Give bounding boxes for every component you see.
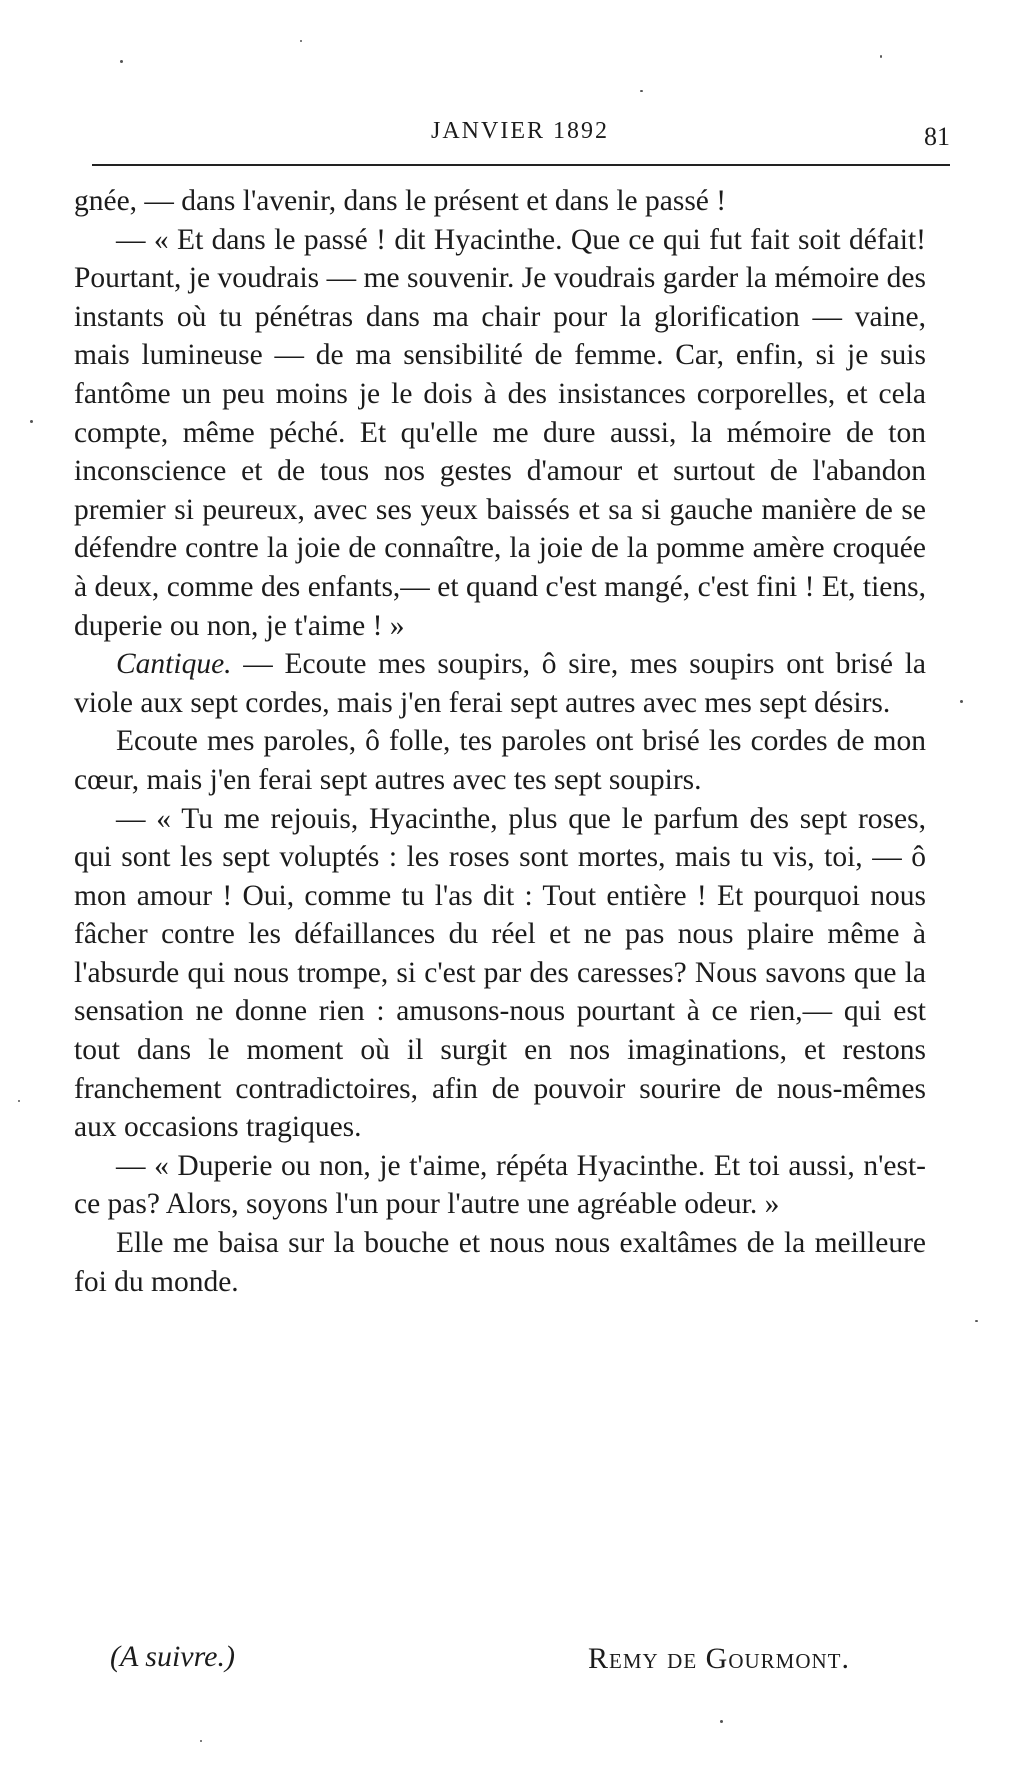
header-rule <box>92 164 950 166</box>
scan-speck <box>300 40 302 42</box>
scan-speck <box>30 420 33 423</box>
paragraph-lead-italic: Cantique. <box>116 648 232 681</box>
paragraph: — « Tu me rejouis, Hyacinthe, plus que le parfum des sept roses, qui sont les sept voluptés : les roses sont mortes, mais tu vis, toi, — ô mon amour ! Oui, comme tu l'as dit : Tout entière ! Et pourquoi nous fâcher contre les défaillances du réel et ne pas nous plaire même à l'absurde qui nous trompe, si c'est par des caresses? Nous savons que la sensation ne donne rien : amusons-nous pourtant à ce rien,— qui est tout dans le moment où il surgit en nos imaginations, et restons franchement contradictoires, afin de pouvoir sourire de nous-mêmes aux occasions tragiques. <box>74 802 926 1144</box>
paragraph <box>74 645 926 722</box>
scan-speck <box>18 1100 20 1102</box>
paragraph: gnée, — dans l'avenir, dans le présent et dans le passé ! <box>74 185 727 217</box>
scan-speck <box>720 1720 723 1723</box>
body-text <box>74 182 926 1301</box>
running-title: JANVIER 1892 <box>431 118 609 144</box>
paragraph: Elle me baisa sur la bouche et nous nous exaltâmes de la meilleure foi du monde. <box>74 1227 926 1298</box>
paragraph: Ecoute mes paroles, ô folle, tes paroles ont brisé les cordes de mon cœur, mais j'en ferai sept autres avec tes sept soupirs. <box>74 725 926 796</box>
page-number: 81 <box>924 122 950 151</box>
scan-speck <box>200 1740 202 1742</box>
signature-line <box>110 1640 850 1684</box>
paragraph: — « Et dans le passé ! dit Hyacinthe. Que ce qui fut fait soit défait! Pourtant, je voudrais — me souvenir. Je voudrais garder la mémoire des instants où tu pénétras dans ma chair pour la glorification — vaine, mais lumineuse — de ma sensibilité de femme. Car, enfin, si je suis fantôme un peu moins je le dois à des insistances corporelles, et cela compte, même péché. Et qu'elle me dure aussi, la mémoire de ton inconscience et de tous nos gestes d'amour et surtout de l'abandon premier si peureux, avec ses yeux baissés et sa si gauche manière de se défendre contre la joie de connaître, la joie de la pomme amère croquée à deux, comme des enfants,— et quand c'est mangé, c'est fini ! Et, tiens, duperie ou non, je t'aime ! » <box>74 223 926 642</box>
scan-speck <box>880 55 882 58</box>
paragraph: — « Duperie ou non, je t'aime, répéta Hyacinthe. Et toi aussi, n'est-ce pas? Alors, soyons l'un pour l'autre une agréable odeur. » <box>74 1149 926 1221</box>
scan-speck <box>975 1320 978 1322</box>
to-be-continued: (A suivre.) <box>110 1640 235 1673</box>
running-head <box>90 118 950 158</box>
author-signature: Remy de Gourmont. <box>587 1642 850 1675</box>
scan-speck <box>640 90 643 92</box>
scan-speck <box>120 60 123 63</box>
scan-speck <box>960 700 963 703</box>
paragraph-text: — Ecoute mes soupirs, ô sire, mes soupirs ont brisé la viole aux sept cordes, mais j'en ferai sept autres avec mes sept désirs. <box>74 648 926 719</box>
